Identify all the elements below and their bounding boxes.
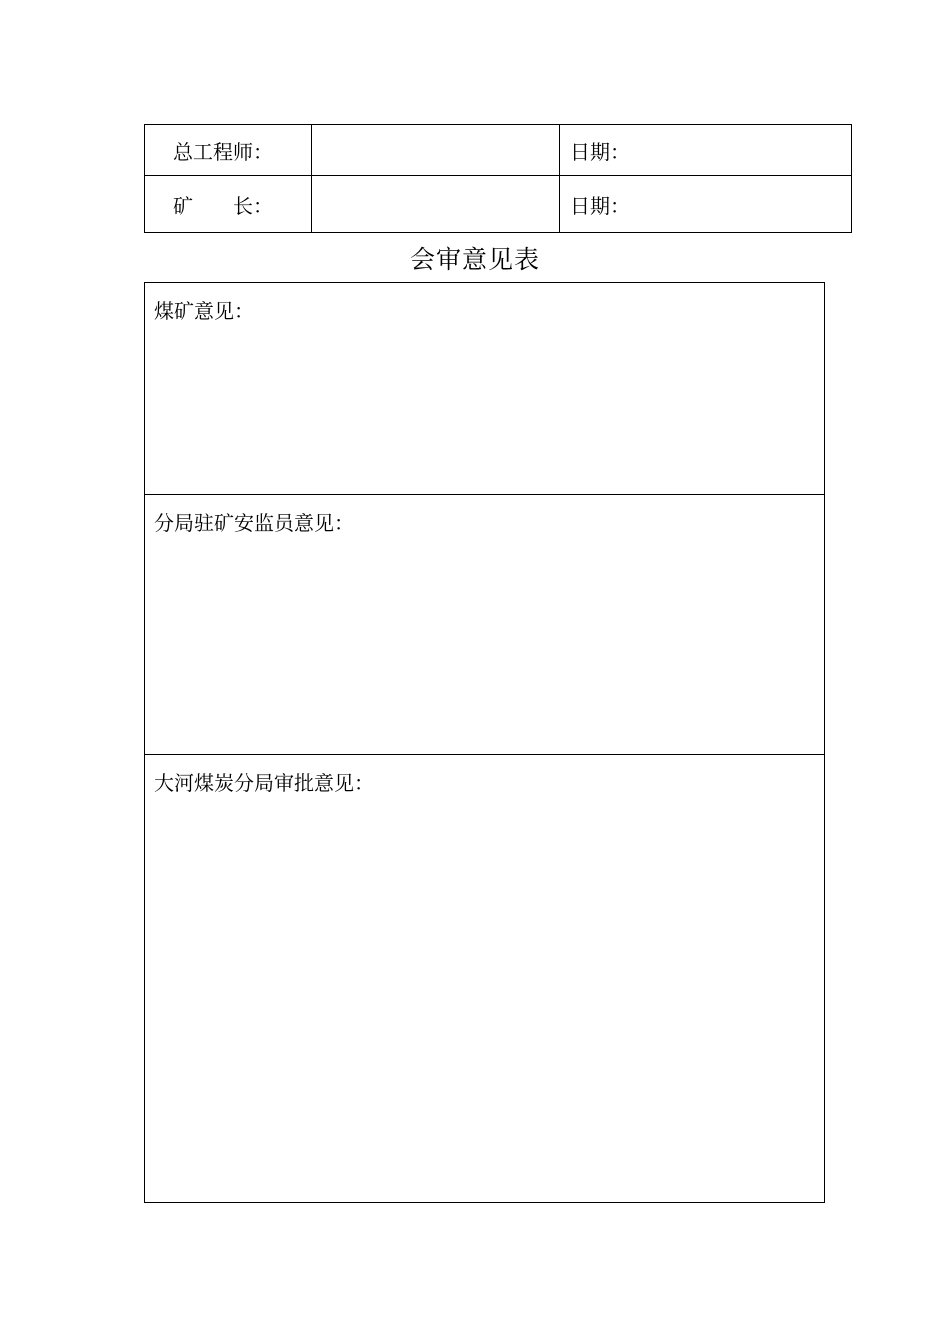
chief-engineer-row (145, 125, 852, 176)
review-opinion-table (144, 282, 825, 1203)
coal-mine-opinion-label: 煤矿意见： (154, 299, 254, 323)
chief-engineer-label-cell (145, 125, 312, 176)
mine-manager-date-field[interactable] (560, 176, 852, 233)
coal-mine-opinion-row (145, 283, 825, 495)
branch-approval-opinion-row (145, 755, 825, 1203)
safety-inspector-opinion-field[interactable] (145, 495, 825, 755)
review-form-title: 会审意见表 (409, 245, 540, 274)
mine-manager-row (145, 176, 852, 233)
safety-inspector-opinion-row (145, 495, 825, 755)
safety-inspector-opinion-label: 分局驻矿安监员意见： (154, 511, 354, 535)
coal-mine-opinion-field[interactable] (145, 283, 825, 495)
chief-engineer-date-label: 日期： (570, 139, 630, 164)
branch-approval-opinion-label: 大河煤炭分局审批意见： (154, 771, 374, 795)
mine-manager-date-label: 日期： (570, 193, 630, 218)
chief-engineer-date-field[interactable] (560, 125, 852, 176)
branch-approval-opinion-field[interactable] (145, 755, 825, 1203)
mine-manager-label: 矿 长： (173, 193, 273, 218)
signature-table (144, 124, 852, 233)
mine-manager-label-cell (145, 176, 312, 233)
mine-manager-signature-field[interactable] (312, 176, 560, 233)
chief-engineer-label: 总工程师： (173, 139, 273, 164)
chief-engineer-signature-field[interactable] (312, 125, 560, 176)
